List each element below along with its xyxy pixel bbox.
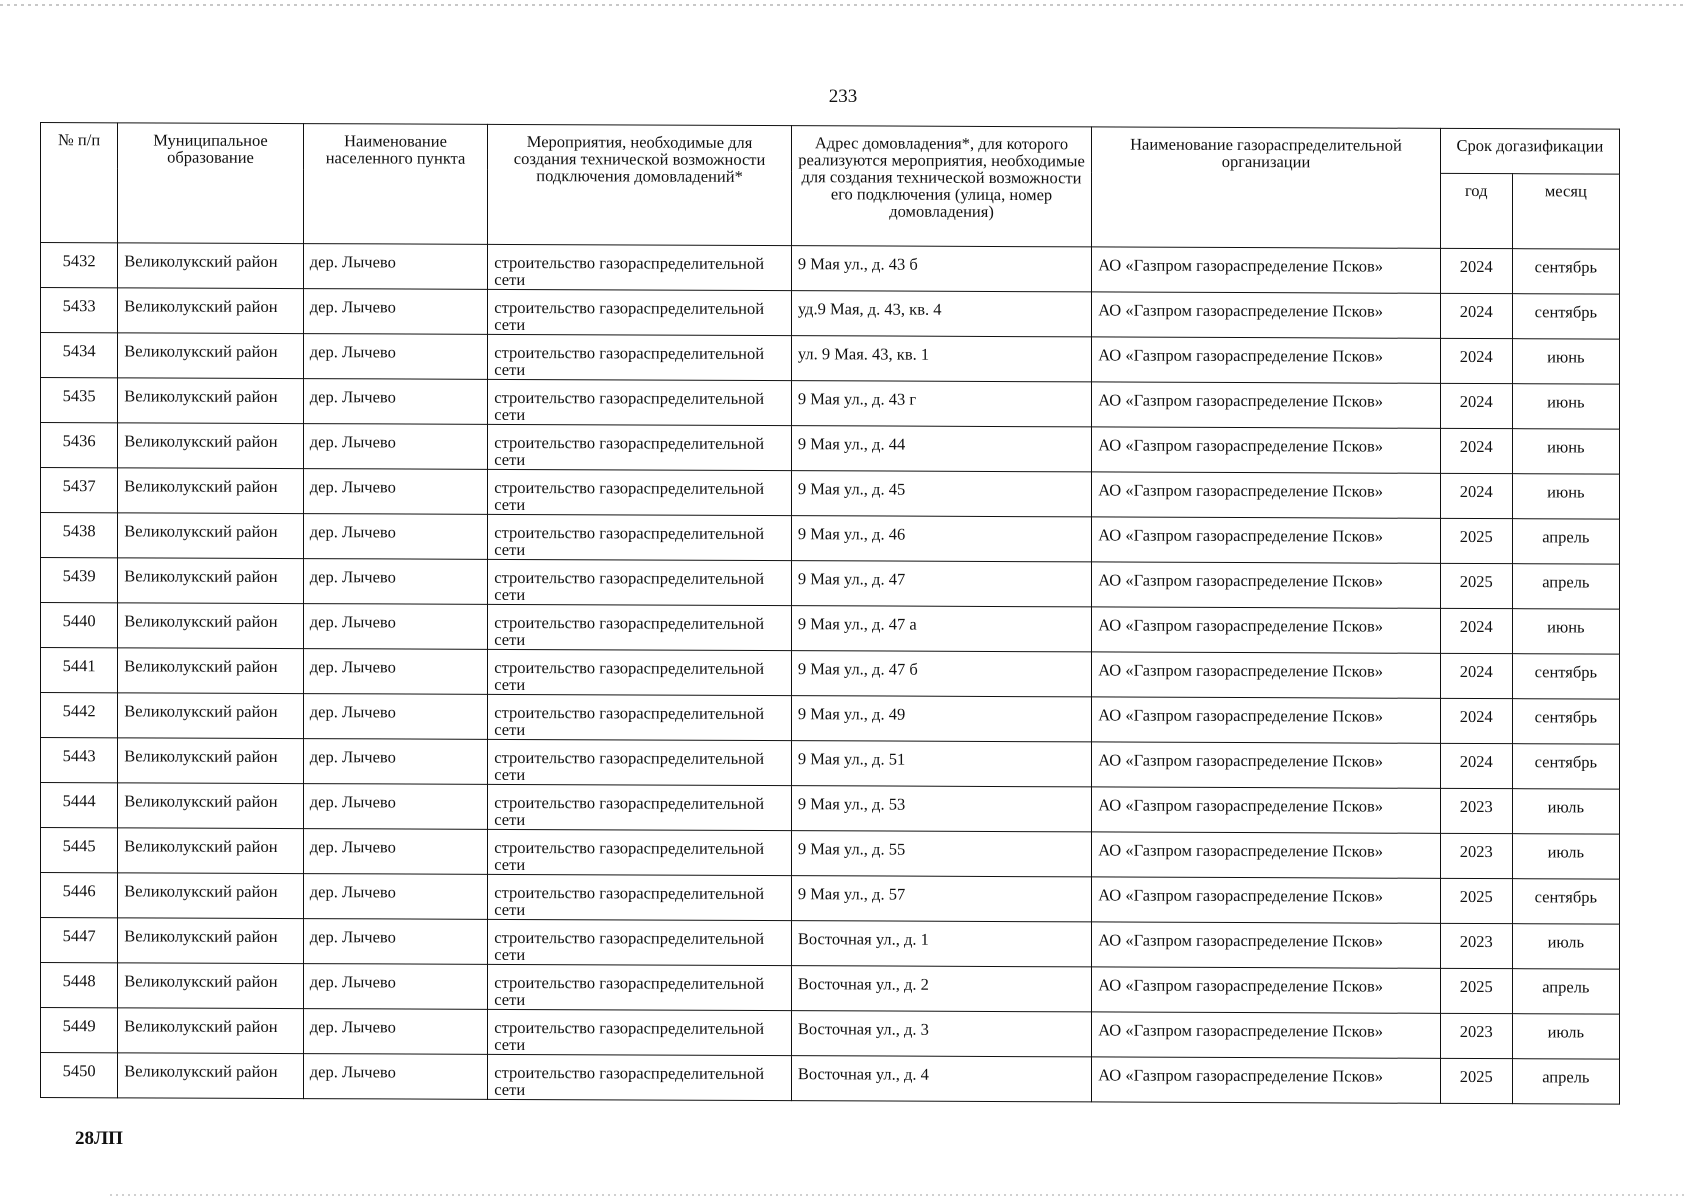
cell-settlement: дер. Лычево bbox=[303, 559, 488, 605]
cell-municipality: Великолукский район bbox=[118, 828, 304, 874]
cell-num: 5442 bbox=[41, 693, 118, 738]
cell-address: 9 Мая ул., д. 55 bbox=[791, 831, 1091, 877]
cell-settlement: дер. Лычево bbox=[303, 1054, 488, 1100]
cell-month: сентябрь bbox=[1512, 744, 1619, 789]
cell-measure: строительство газораспределительной сети bbox=[488, 964, 792, 1010]
cell-municipality: Великолукский район bbox=[118, 693, 304, 739]
table-row bbox=[41, 693, 1620, 745]
cell-num: 5439 bbox=[41, 558, 118, 603]
cell-municipality: Великолукский район bbox=[118, 288, 304, 334]
cell-measure: строительство газораспределительной сети bbox=[488, 469, 792, 515]
cell-month: июнь bbox=[1512, 429, 1619, 474]
cell-municipality: Великолукский район bbox=[118, 648, 304, 694]
cell-num: 5437 bbox=[41, 468, 118, 513]
table-row bbox=[41, 1008, 1620, 1060]
cell-measure: строительство газораспределительной сети bbox=[488, 919, 792, 965]
cell-measure: строительство газораспределительной сети bbox=[488, 649, 792, 695]
table-row bbox=[41, 918, 1620, 970]
table-row bbox=[41, 423, 1620, 475]
cell-settlement: дер. Лычево bbox=[303, 604, 488, 650]
table-row bbox=[41, 288, 1620, 340]
table-row bbox=[41, 378, 1620, 430]
cell-measure: строительство газораспределительной сети bbox=[488, 739, 792, 785]
cell-municipality: Великолукский район bbox=[118, 468, 304, 514]
cell-settlement: дер. Лычево bbox=[303, 334, 488, 380]
cell-settlement: дер. Лычево bbox=[303, 1009, 488, 1055]
cell-num: 5444 bbox=[41, 783, 118, 828]
header-measures: Мероприятия, необходимые для создания технической возможности подключения домовладений* bbox=[488, 124, 792, 245]
header-address: Адрес домовладения*, для которого реализуются мероприятия, необходимые для создания технической возможности его подключения (улица, номер домовладения) bbox=[791, 126, 1091, 247]
cell-municipality: Великолукский район bbox=[118, 378, 304, 424]
cell-month: сентябрь bbox=[1512, 249, 1619, 294]
cell-settlement: дер. Лычево bbox=[303, 964, 488, 1010]
cell-month: июль bbox=[1512, 924, 1619, 969]
cell-organization: АО «Газпром газораспределение Псков» bbox=[1092, 247, 1441, 293]
cell-municipality: Великолукский район bbox=[118, 873, 304, 919]
header-municipality: Муниципальное образование bbox=[118, 123, 304, 244]
cell-num: 5440 bbox=[41, 603, 118, 648]
cell-municipality: Великолукский район bbox=[118, 513, 304, 559]
cell-settlement: дер. Лычево bbox=[303, 379, 488, 425]
cell-measure: строительство газораспределительной сети bbox=[488, 784, 792, 830]
cell-month: сентябрь bbox=[1512, 294, 1619, 339]
table-header bbox=[41, 123, 1620, 250]
cell-year: 2024 bbox=[1440, 293, 1512, 338]
cell-num: 5445 bbox=[41, 828, 118, 873]
table-row bbox=[41, 1053, 1620, 1105]
cell-num: 5446 bbox=[41, 873, 118, 918]
cell-municipality: Великолукский район bbox=[118, 243, 304, 289]
scan-edge-top bbox=[0, 4, 1686, 6]
cell-organization: АО «Газпром газораспределение Псков» bbox=[1092, 292, 1441, 338]
cell-organization: АО «Газпром газораспределение Псков» bbox=[1092, 877, 1441, 923]
cell-organization: АО «Газпром газораспределение Псков» bbox=[1092, 517, 1441, 563]
cell-address: уд.9 Мая, д. 43, кв. 4 bbox=[791, 291, 1091, 337]
cell-month: апрель bbox=[1512, 519, 1619, 564]
cell-year: 2023 bbox=[1440, 1013, 1512, 1058]
cell-municipality: Великолукский район bbox=[118, 1053, 304, 1099]
cell-year: 2023 bbox=[1440, 788, 1512, 833]
cell-organization: АО «Газпром газораспределение Псков» bbox=[1092, 427, 1441, 473]
cell-organization: АО «Газпром газораспределение Псков» bbox=[1092, 1012, 1441, 1058]
cell-measure: строительство газораспределительной сети bbox=[488, 424, 792, 470]
cell-month: июнь bbox=[1512, 609, 1619, 654]
cell-address: 9 Мая ул., д. 57 bbox=[791, 876, 1091, 922]
cell-month: июнь bbox=[1512, 339, 1619, 384]
cell-year: 2025 bbox=[1440, 878, 1512, 923]
cell-address: ул. 9 Мая. 43, кв. 1 bbox=[791, 336, 1091, 382]
cell-organization: АО «Газпром газораспределение Псков» bbox=[1092, 967, 1441, 1013]
cell-settlement: дер. Лычево bbox=[303, 649, 488, 695]
table-row bbox=[41, 333, 1620, 385]
cell-settlement: дер. Лычево bbox=[303, 919, 488, 965]
cell-num: 5448 bbox=[41, 963, 118, 1008]
gasification-table bbox=[40, 122, 1620, 1105]
cell-year: 2025 bbox=[1440, 968, 1512, 1013]
cell-address: Восточная ул., д. 4 bbox=[791, 1056, 1091, 1102]
cell-month: сентябрь bbox=[1512, 699, 1619, 744]
cell-month: июнь bbox=[1512, 384, 1619, 429]
cell-num: 5436 bbox=[41, 423, 118, 468]
cell-settlement: дер. Лычево bbox=[303, 514, 488, 560]
header-settlement: Наименование населенного пункта bbox=[303, 124, 488, 245]
cell-address: 9 Мая ул., д. 43 б bbox=[791, 246, 1091, 292]
cell-num: 5441 bbox=[41, 648, 118, 693]
cell-num: 5450 bbox=[41, 1053, 118, 1098]
cell-settlement: дер. Лычево bbox=[303, 289, 488, 335]
cell-month: июль bbox=[1512, 834, 1619, 879]
table-row bbox=[41, 603, 1620, 655]
cell-address: 9 Мая ул., д. 45 bbox=[791, 471, 1091, 517]
cell-address: Восточная ул., д. 3 bbox=[791, 1011, 1091, 1057]
cell-num: 5438 bbox=[41, 513, 118, 558]
cell-address: Восточная ул., д. 1 bbox=[791, 921, 1091, 967]
cell-measure: строительство газораспределительной сети bbox=[488, 559, 792, 605]
cell-year: 2024 bbox=[1440, 338, 1512, 383]
cell-organization: АО «Газпром газораспределение Псков» bbox=[1092, 742, 1441, 788]
cell-month: апрель bbox=[1512, 1059, 1619, 1104]
cell-measure: строительство газораспределительной сети bbox=[488, 604, 792, 650]
cell-measure: строительство газораспределительной сети bbox=[488, 244, 792, 290]
cell-address: 9 Мая ул., д. 47 б bbox=[791, 651, 1091, 697]
cell-organization: АО «Газпром газораспределение Псков» bbox=[1092, 697, 1441, 743]
cell-year: 2024 bbox=[1440, 653, 1512, 698]
cell-settlement: дер. Лычево bbox=[303, 469, 488, 515]
header-organization: Наименование газораспределительной организации bbox=[1092, 127, 1441, 248]
cell-measure: строительство газораспределительной сети bbox=[488, 334, 792, 380]
header-month: месяц bbox=[1512, 174, 1619, 249]
scan-edge-bottom bbox=[110, 1194, 1686, 1196]
table-row bbox=[41, 738, 1620, 790]
cell-measure: строительство газораспределительной сети bbox=[488, 694, 792, 740]
cell-address: 9 Мая ул., д. 46 bbox=[791, 516, 1091, 562]
cell-measure: строительство газораспределительной сети bbox=[488, 1054, 792, 1100]
cell-organization: АО «Газпром газораспределение Псков» bbox=[1092, 922, 1441, 968]
table-row bbox=[41, 513, 1620, 565]
footer-code: 28ЛП bbox=[75, 1128, 123, 1149]
cell-year: 2024 bbox=[1440, 698, 1512, 743]
cell-settlement: дер. Лычево bbox=[303, 829, 488, 875]
cell-year: 2024 bbox=[1440, 428, 1512, 473]
cell-municipality: Великолукский район bbox=[118, 738, 304, 784]
cell-year: 2024 bbox=[1440, 743, 1512, 788]
cell-year: 2025 bbox=[1440, 518, 1512, 563]
cell-organization: АО «Газпром газораспределение Псков» bbox=[1092, 337, 1441, 383]
table-row bbox=[41, 963, 1620, 1015]
table-row bbox=[41, 558, 1620, 610]
table-row bbox=[41, 243, 1620, 295]
cell-organization: АО «Газпром газораспределение Псков» bbox=[1092, 787, 1441, 833]
table-row bbox=[41, 783, 1620, 835]
cell-measure: строительство газораспределительной сети bbox=[488, 289, 792, 335]
cell-settlement: дер. Лычево bbox=[303, 874, 488, 920]
table-row bbox=[41, 648, 1620, 700]
cell-num: 5449 bbox=[41, 1008, 118, 1053]
cell-year: 2023 bbox=[1440, 833, 1512, 878]
cell-address: 9 Мая ул., д. 51 bbox=[791, 741, 1091, 787]
cell-month: июль bbox=[1512, 1014, 1619, 1059]
cell-settlement: дер. Лычево bbox=[303, 784, 488, 830]
cell-municipality: Великолукский район bbox=[118, 333, 304, 379]
cell-num: 5435 bbox=[41, 378, 118, 423]
page-number: 233 bbox=[828, 86, 858, 107]
cell-month: июль bbox=[1512, 789, 1619, 834]
cell-organization: АО «Газпром газораспределение Псков» bbox=[1092, 832, 1441, 878]
cell-num: 5434 bbox=[41, 333, 118, 378]
table-row bbox=[41, 828, 1620, 880]
table-row bbox=[41, 873, 1620, 925]
cell-month: апрель bbox=[1512, 969, 1619, 1014]
cell-year: 2023 bbox=[1440, 923, 1512, 968]
cell-num: 5433 bbox=[41, 288, 118, 333]
cell-municipality: Великолукский район bbox=[118, 603, 304, 649]
cell-address: 9 Мая ул., д. 49 bbox=[791, 696, 1091, 742]
cell-year: 2024 bbox=[1440, 248, 1512, 293]
cell-address: 9 Мая ул., д. 47 а bbox=[791, 606, 1091, 652]
cell-address: 9 Мая ул., д. 47 bbox=[791, 561, 1091, 607]
cell-month: сентябрь bbox=[1512, 879, 1619, 924]
cell-month: апрель bbox=[1512, 564, 1619, 609]
cell-measure: строительство газораспределительной сети bbox=[488, 379, 792, 425]
cell-year: 2024 bbox=[1440, 383, 1512, 428]
cell-address: 9 Мая ул., д. 53 bbox=[791, 786, 1091, 832]
cell-settlement: дер. Лычево bbox=[303, 424, 488, 470]
cell-measure: строительство газораспределительной сети bbox=[488, 1009, 792, 1055]
cell-address: 9 Мая ул., д. 43 г bbox=[791, 381, 1091, 427]
cell-address: 9 Мая ул., д. 44 bbox=[791, 426, 1091, 472]
cell-settlement: дер. Лычево bbox=[303, 244, 488, 290]
cell-year: 2025 bbox=[1440, 1058, 1512, 1103]
header-year: год bbox=[1440, 173, 1512, 248]
cell-measure: строительство газораспределительной сети bbox=[488, 514, 792, 560]
cell-organization: АО «Газпром газораспределение Псков» bbox=[1092, 652, 1441, 698]
cell-municipality: Великолукский район bbox=[118, 918, 304, 964]
cell-organization: АО «Газпром газораспределение Псков» bbox=[1092, 607, 1441, 653]
cell-organization: АО «Газпром газораспределение Псков» bbox=[1092, 1057, 1441, 1103]
cell-measure: строительство газораспределительной сети bbox=[488, 874, 792, 920]
table-body bbox=[41, 243, 1620, 1105]
cell-organization: АО «Газпром газораспределение Псков» bbox=[1092, 382, 1441, 428]
cell-municipality: Великолукский район bbox=[118, 783, 304, 829]
cell-settlement: дер. Лычево bbox=[303, 739, 488, 785]
cell-municipality: Великолукский район bbox=[118, 423, 304, 469]
cell-num: 5447 bbox=[41, 918, 118, 963]
cell-municipality: Великолукский район bbox=[118, 558, 304, 604]
cell-organization: АО «Газпром газораспределение Псков» bbox=[1092, 562, 1441, 608]
header-num: № п/п bbox=[41, 123, 118, 243]
cell-year: 2025 bbox=[1440, 563, 1512, 608]
table-row bbox=[41, 468, 1620, 520]
cell-month: сентябрь bbox=[1512, 654, 1619, 699]
cell-organization: АО «Газпром газораспределение Псков» bbox=[1092, 472, 1441, 518]
cell-year: 2024 bbox=[1440, 473, 1512, 518]
cell-year: 2024 bbox=[1440, 608, 1512, 653]
cell-num: 5432 bbox=[41, 243, 118, 288]
header-deadline: Срок догазификации bbox=[1440, 128, 1619, 174]
cell-municipality: Великолукский район bbox=[118, 963, 304, 1009]
cell-address: Восточная ул., д. 2 bbox=[791, 966, 1091, 1012]
cell-num: 5443 bbox=[41, 738, 118, 783]
cell-municipality: Великолукский район bbox=[118, 1008, 304, 1054]
cell-month: июнь bbox=[1512, 474, 1619, 519]
cell-measure: строительство газораспределительной сети bbox=[488, 829, 792, 875]
cell-settlement: дер. Лычево bbox=[303, 694, 488, 740]
